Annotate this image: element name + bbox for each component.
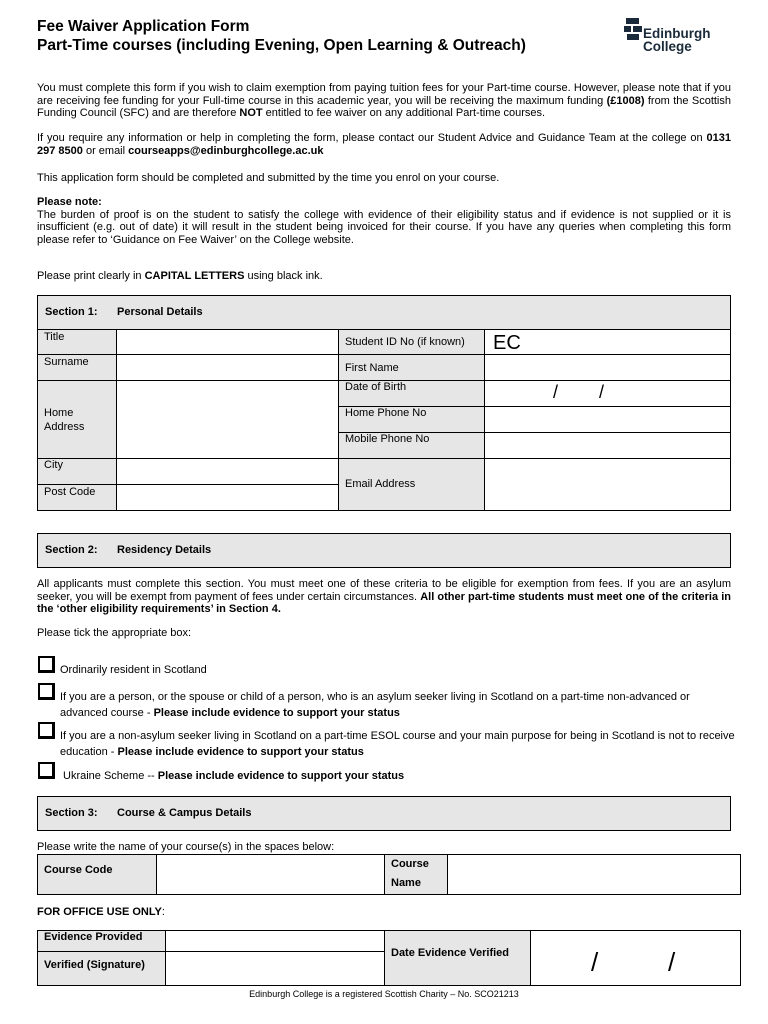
section1-header — [37, 295, 731, 330]
city-field[interactable] — [116, 458, 339, 485]
print-text-b: using black ink. — [244, 270, 323, 282]
residency-checkbox-ordinarily-resident[interactable] — [38, 656, 55, 673]
residency-checkbox-esol[interactable] — [38, 722, 55, 739]
student-id-label-cell — [338, 329, 485, 355]
print-text-a: Please print clearly in — [37, 270, 145, 282]
opt2-text: If you are a person, or the spouse or child of a person, who is an asylum seeker living in Scotland on a part-time non-advanced or advanced course - — [60, 691, 690, 719]
please-note-block — [37, 196, 731, 246]
section2-intro-b: All other part-time students must meet one of the criteria in the ‘other eligibility requirements’ in Section 4. — [37, 590, 731, 615]
edinburgh-college-logo — [624, 18, 734, 58]
form-title-line1: Fee Waiver Application Form — [37, 18, 250, 35]
postcode-field[interactable] — [116, 484, 339, 511]
home-address-label — [44, 406, 84, 434]
city-label-cell — [37, 458, 117, 485]
title-label-cell — [37, 329, 117, 355]
form-title-line2: Part-Time courses (including Evening, Open Learning & Outreach) — [37, 37, 526, 54]
section2-intro-a: All applicants must complete this section. You must meet one of these criteria to be eligible for exemption from fees. If you are an asylum seeker, you will be exempt from payment of fees under certain circumstances. — [37, 578, 731, 603]
section3-title: Course & Campus Details — [117, 806, 252, 819]
mobile-phone-field[interactable] — [484, 432, 731, 459]
city-label: City — [44, 459, 63, 471]
opt4-evidence: Please include evidence to support your status — [157, 770, 405, 782]
first-name-label: First Name — [345, 362, 399, 374]
section2-title: Residency Details — [117, 543, 212, 556]
email-field[interactable] — [484, 458, 731, 511]
intro-p1-text-a: You must complete this form if you wish to claim exemption from paying tuition fees for your Part-time course. However, please note that if you are receiving fee funding for your Full-time course in this academic year, you will be receiving the maximum funding — [37, 82, 731, 107]
course-prompt: Please write the name of your course(s) in the spaces below: — [37, 841, 335, 853]
office-use-heading — [37, 906, 731, 919]
course-name-label — [391, 855, 429, 893]
section2-intro — [37, 578, 731, 616]
section3-header — [37, 796, 731, 831]
logo-text-line1: Edinburgh — [643, 26, 711, 41]
contact-phone: 0131 297 8500 — [37, 132, 731, 157]
print-instruction — [37, 270, 731, 283]
evidence-provided-label: Evidence Provided — [44, 931, 143, 943]
email-label: Email Address — [345, 478, 416, 490]
course-name-label-line1: Course — [391, 858, 429, 870]
email-label-cell — [338, 458, 485, 511]
postcode-label: Post Code — [44, 486, 96, 498]
date-verified-label-cell — [384, 930, 531, 986]
surname-field[interactable] — [116, 354, 339, 381]
please-note-heading: Please note: — [37, 196, 102, 208]
opt3-evidence: Please include evidence to support your status — [117, 746, 364, 758]
date-verified-separator-2: / — [668, 947, 676, 977]
title-field[interactable] — [116, 329, 339, 355]
verified-signature-label: Verified (Signature) — [44, 959, 145, 971]
section3-number: Section 3: — [45, 806, 98, 819]
logo-text-line2: College — [643, 39, 692, 54]
intro-p1-not: NOT — [239, 107, 263, 119]
dob-separator-1: / — [553, 382, 559, 402]
evidence-provided-field[interactable] — [165, 930, 385, 952]
office-heading-colon: : — [161, 906, 165, 918]
dob-field[interactable] — [484, 380, 731, 407]
mobile-phone-label: Mobile Phone No — [345, 433, 430, 445]
home-address-label-line1: Home — [44, 407, 74, 419]
residency-option-esol — [60, 728, 740, 760]
surname-label-cell — [37, 354, 117, 381]
office-use-grid — [37, 930, 741, 986]
home-phone-label: Home Phone No — [345, 407, 427, 419]
personal-details-grid — [37, 329, 731, 511]
residency-checkbox-asylum-seeker[interactable] — [38, 683, 55, 700]
intro-paragraph-funding — [37, 82, 731, 120]
course-name-label-cell — [384, 854, 448, 895]
course-code-field[interactable] — [156, 854, 385, 895]
home-address-field[interactable] — [116, 380, 339, 459]
charity-footer: Edinburgh College is a registered Scottish Charity – No. SCO21213 — [249, 989, 519, 999]
surname-label: Surname — [44, 356, 89, 368]
intro-p2-text-b: or email — [82, 144, 129, 157]
dob-separator-2: / — [599, 382, 605, 402]
section2-header — [37, 533, 731, 568]
form-title — [37, 17, 526, 55]
date-verified-separator-1: / — [591, 947, 599, 977]
intro-p1-text-b: from the Scottish Funding Council (SFC) and are therefore — [37, 94, 731, 119]
residency-option-asylum-seeker — [60, 689, 740, 721]
first-name-label-cell — [338, 354, 485, 381]
contact-email[interactable]: courseapps@edinburghcollege.ac.uk — [128, 144, 324, 157]
home-phone-label-cell — [338, 406, 485, 433]
college-logo-icon — [624, 18, 642, 42]
course-code-label: Course Code — [44, 864, 113, 876]
dob-label-cell — [338, 380, 485, 407]
student-id-label: Student ID No (if known) — [345, 336, 465, 348]
home-address-label-cell — [37, 380, 117, 459]
tick-prompt: Please tick the appropriate box: — [37, 627, 192, 639]
course-code-label-cell — [37, 854, 157, 895]
date-verified-field[interactable] — [530, 930, 741, 986]
first-name-field[interactable] — [484, 354, 731, 381]
section1-number: Section 1: — [45, 305, 98, 318]
intro-p2-text-a: If you require any information or help in completing the form, please contact our Student Advice and Guidance Team at the college on — [37, 132, 707, 144]
please-note-body: The burden of proof is on the student to satisfy the college with evidence of their eligibility status and if evidence is not supplied or it is insufficient (e.g. out of date) it will result in the student being invoiced for their course. If you have any queries when completing this form please refer to ‘Guidance on Fee Waiver’ on the College website. — [37, 208, 731, 246]
section2-number: Section 2: — [45, 543, 98, 556]
course-name-label-line2: Name — [391, 877, 421, 889]
section1-title: Personal Details — [117, 305, 203, 318]
postcode-label-cell — [37, 484, 117, 511]
course-details-grid — [37, 854, 741, 895]
opt2-evidence: Please include evidence to support your status — [153, 707, 400, 719]
intro-p1-amount: (£1008) — [606, 94, 645, 107]
office-heading-text: FOR OFFICE USE ONLY — [37, 906, 162, 918]
verified-signature-label-cell — [37, 951, 166, 986]
residency-option-ordinarily-resident: Ordinarily resident in Scotland — [60, 664, 207, 676]
residency-checkbox-ukraine[interactable] — [38, 762, 55, 779]
student-id-prefix: EC — [493, 332, 521, 354]
student-id-field[interactable] — [484, 329, 731, 355]
mobile-phone-label-cell — [338, 432, 485, 459]
evidence-provided-label-cell — [37, 930, 166, 952]
title-label: Title — [44, 331, 65, 343]
print-caps: CAPITAL LETTERS — [144, 270, 245, 282]
residency-option-ukraine — [63, 768, 743, 784]
course-name-field[interactable] — [447, 854, 741, 895]
logo-text — [643, 27, 711, 53]
opt4-text: Ukraine Scheme -- — [63, 770, 158, 782]
dob-label: Date of Birth — [345, 381, 407, 393]
home-phone-field[interactable] — [484, 406, 731, 433]
opt3-text: If you are a non-asylum seeker living in Scotland on a part-time ESOL course and your main purpose for being in Scotland is not to receive education - — [60, 730, 735, 758]
verified-signature-field[interactable] — [165, 951, 385, 986]
home-address-label-line2: Address — [44, 421, 85, 433]
intro-p1-text-c: entitled to fee waiver on any additional Part-time courses. — [262, 107, 546, 119]
intro-paragraph-submission: This application form should be completed and submitted by the time you enrol on your course. — [37, 172, 500, 184]
intro-paragraph-contact — [37, 132, 731, 157]
date-verified-label: Date Evidence Verified — [391, 947, 509, 959]
